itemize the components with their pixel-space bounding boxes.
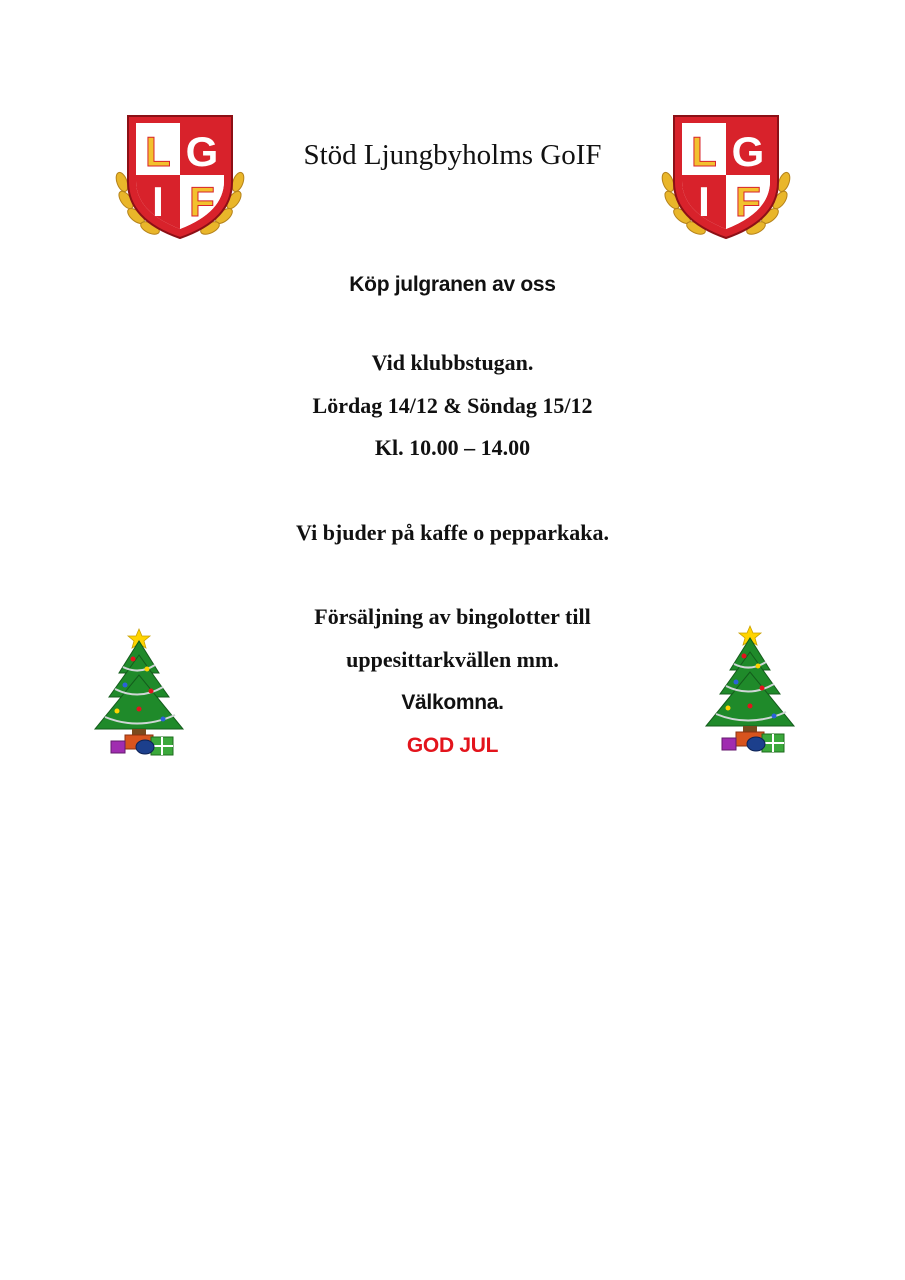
offer-text: Vi bjuder på kaffe o pepparkaka. xyxy=(296,520,609,545)
headline: Köp julgranen av oss xyxy=(349,273,556,296)
crest-letter-g: G xyxy=(731,128,765,175)
club-crest-icon xyxy=(114,112,246,244)
event-dates: Lördag 14/12 & Söndag 15/12 xyxy=(312,393,593,418)
crest-letter-f: F xyxy=(189,178,215,225)
crest-letter-l: L xyxy=(691,128,717,175)
event-location: Vid klubbstugan. xyxy=(371,350,534,375)
christmas-tree-icon xyxy=(89,625,189,765)
christmas-tree-left xyxy=(89,625,189,765)
page-title: Stöd Ljungbyholms GoIF xyxy=(303,139,602,171)
crest-letter-i: I xyxy=(152,178,164,225)
crest-letter-f: F xyxy=(735,178,761,225)
event-time: Kl. 10.00 – 14.00 xyxy=(374,435,531,460)
crest-letter-i: I xyxy=(698,178,710,225)
sale-text-line1: Försäljning av bingolotter till xyxy=(314,604,591,629)
christmas-tree-icon xyxy=(700,622,800,762)
sale-text-line2: uppesittarkvällen mm. xyxy=(346,647,559,672)
club-logo-left xyxy=(114,112,246,244)
greeting-text: GOD JUL xyxy=(406,734,499,757)
crest-letter-g: G xyxy=(185,128,219,175)
christmas-tree-right xyxy=(700,622,800,762)
welcome-text: Välkomna. xyxy=(401,691,504,714)
crest-letter-l: L xyxy=(145,128,171,175)
club-crest-icon xyxy=(660,112,792,244)
club-logo-right xyxy=(660,112,792,244)
